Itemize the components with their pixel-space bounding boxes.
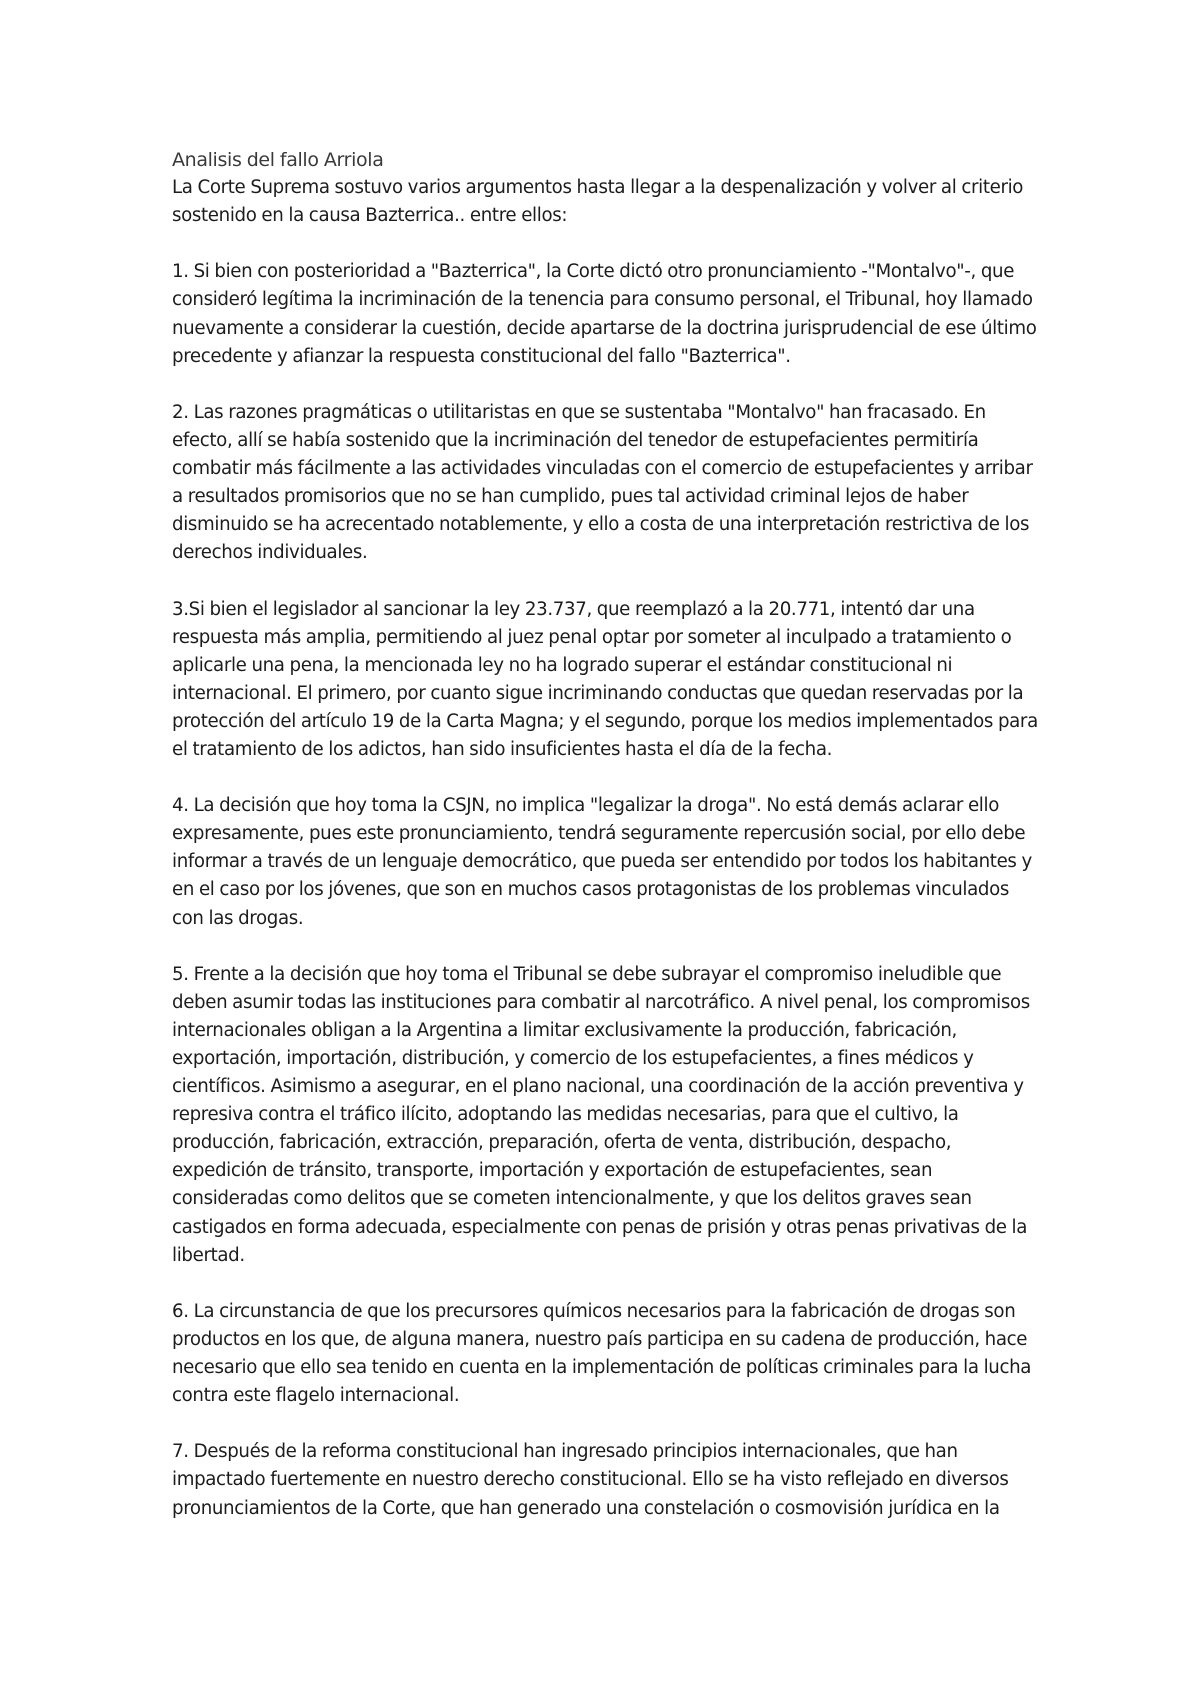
point-5-paragraph: 5. Frente a la decisión que hoy toma el Tribunal se debe subrayar el compromiso ineludible que deben asumir todas las instituciones para combatir al narcotráfico. A nivel penal, los compromisos internacionales obligan a la Argentina a limitar exclusivamente la producción, fabricación, exportación, importación, distribución, y comercio de los estupefacientes, a fines médicos y científicos. Asimismo a asegurar, en el plano nacional, una coordinación de la acción preventiva y represiva contra el tráfico ilícito, adoptando las medidas necesarias, para que el cultivo, la producción, fabricación, extracción, preparación, oferta de venta, distribución, despacho, expedición de tránsito, transporte, importación y exportación de estupefacientes, sean consideradas como delitos que se cometen intencionalmente, y que los delitos graves sean castigados en forma adecuada, especialmente con penas de prisión y otras penas privativas de la libertad.	[172, 963, 1030, 1266]
point-2-paragraph: 2. Las razones pragmáticas o utilitaristas en que se sustentaba "Montalvo" han fracasado. En efecto, allí se había sostenido que la incriminación del tenedor de estupefacientes permitiría combatir más fácilmente a las actividades vinculadas con el comercio de estupefacientes y arribar a resultados promisorios que no se han cumplido, pues tal actividad criminal lejos de haber disminuido se ha acrecentado notablemente, y ello a costa de una interpretación restrictiva de los derechos individuales.	[172, 401, 1033, 564]
document-body	[172, 146, 1042, 1523]
point-4-paragraph: 4. La decisión que hoy toma la CSJN, no implica "legalizar la droga". No está demás aclarar ello expresamente, pues este pronunciamiento, tendrá seguramente repercusión social, por ello debe informar a través de un lenguaje democrático, que pueda ser entendido por todos los habitantes y en el caso por los jóvenes, que son en muchos casos protagonistas de los problemas vinculados con las drogas.	[172, 795, 1032, 929]
point-3-paragraph: 3.Si bien el legislador al sancionar la ley 23.737, que reemplazó a la 20.771, intentó dar una respuesta más amplia, permitiendo al juez penal optar por someter al inculpado a tratamiento o aplicarle una pena, la mencionada ley no ha logrado superar el estándar constitucional ni internacional. El primero, por cuanto sigue incriminando conductas que quedan reservadas por la protección del artículo 19 de la Carta Magna; y el segundo, porque los medios implementados para el tratamiento de los adictos, han sido insuficientes hasta el día de la fecha.	[172, 598, 1038, 760]
point-7-paragraph: 7. Después de la reforma constitucional han ingresado principios internacionales, que han impactado fuertemente en nuestro derecho constitucional. Ello se ha visto reflejado en diversos pronunciamientos de la Corte, que han generado una constelación o cosmovisión jurídica en la	[172, 1441, 1009, 1519]
intro-paragraph: La Corte Suprema sostuvo varios argumentos hasta llegar a la despenalización y volver al criterio sostenido en la causa Bazterrica.. entre ellos:	[172, 177, 1024, 227]
point-6-paragraph: 6. La circunstancia de que los precursores químicos necesarios para la fabricación de drogas son productos en los que, de alguna manera, nuestro país participa en su cadena de producción, hace necesario que ello sea tenido en cuenta en la implementación de políticas criminales para la lucha contra este flagelo internacional.	[172, 1300, 1032, 1407]
document-title: Analisis del fallo Arriola	[172, 149, 384, 171]
point-1-paragraph: 1. Si bien con posterioridad a "Bazterrica", la Corte dictó otro pronunciamiento -"Montalvo"-, que consideró legítima la incriminación de la tenencia para consumo personal, el Tribunal, hoy llamado nuevamente a considerar la cuestión, decide apartarse de la doctrina jurisprudencial de ese último precedente y afianzar la respuesta constitucional del fallo "Bazterrica".	[172, 261, 1037, 367]
